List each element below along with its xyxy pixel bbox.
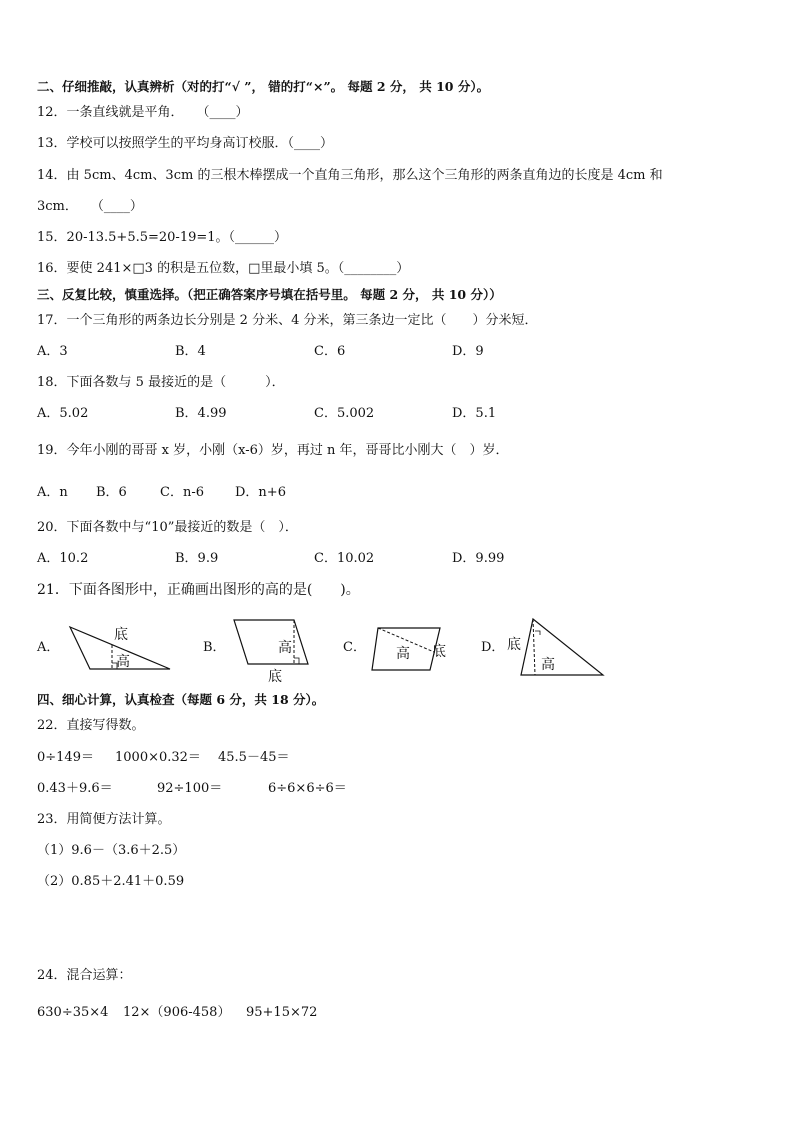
figure-c-label-di: 底 — [432, 644, 446, 660]
q24-item-1: 630÷35×4 — [37, 1005, 109, 1020]
q22-expr-6: 6÷6×6÷6＝ — [268, 781, 347, 796]
question-14-line1: 14．由 5cm、4cm、3cm 的三根木棒摆成一个直角三角形，那么这个三角形的两条直角边的长度是 4cm 和 — [37, 168, 663, 183]
question-20-option-b: B．9.9 — [175, 551, 219, 566]
question-17-stem: 17．一个三角形的两条边长分别是 2 分米、4 分米，第三条边一定比（ ）分米短． — [37, 313, 538, 328]
question-19-option-c: C．n-6 — [160, 485, 204, 500]
question-16: 16．要使 241×□3 的积是五位数，□里最小填 5。（________） — [37, 261, 410, 276]
q22-expr-3: 45.5－45＝ — [218, 750, 290, 765]
figure-d-label-gao: 高 — [541, 657, 555, 673]
question-22-stem: 22．直接写得数。 — [37, 718, 145, 733]
figure-d-triangle — [505, 615, 609, 679]
question-12: 12．一条直线就是平角． （____） — [37, 105, 249, 120]
question-19-option-b: B．6 — [96, 485, 127, 500]
question-18-option-d: D．5.1 — [452, 406, 497, 421]
question-14-line2: 3cm． （____） — [37, 199, 143, 214]
question-19-option-d: D．n+6 — [235, 485, 286, 500]
question-21-option-c: C． — [343, 640, 366, 655]
question-20-option-d: D．9.99 — [452, 551, 505, 566]
figure-b-parallelogram — [228, 614, 314, 686]
question-15: 15．20-13.5+5.5=20-19=1。（______） — [37, 230, 288, 245]
section-2-title: 二、仔细推敲，认真辨析（对的打“√ ”， 错的打“×”。 每题 2 分， 共 10 分）。 — [37, 79, 490, 94]
section-4-title: 四、细心计算，认真检查（每题 6 分，共 18 分）。 — [37, 692, 325, 707]
question-18-option-c: C．5.002 — [314, 406, 375, 421]
figure-b-label-gao: 高 — [278, 640, 292, 656]
figure-b-label-di: 底 — [268, 669, 282, 685]
question-17-option-b: B．4 — [175, 344, 206, 359]
question-19-option-a: A．n — [37, 485, 68, 500]
question-17-option-a: A．3 — [37, 344, 68, 359]
q22-expr-2: 1000×0.32＝ — [115, 750, 201, 765]
q22-expr-1: 0÷149＝ — [37, 750, 94, 765]
q24-item-3: 95+15×72 — [246, 1005, 318, 1020]
question-19-stem: 19．今年小刚的哥哥 x 岁，小刚（x-6）岁，再过 n 年，哥哥比小刚大（ ）岁． — [37, 443, 509, 458]
figure-c-label-gao: 高 — [396, 646, 410, 662]
question-18-stem: 18．下面各数与 5 最接近的是（ ）． — [37, 375, 285, 390]
q22-expr-4: 0.43＋9.6＝ — [37, 781, 113, 796]
section-3-title: 三、反复比较，慎重选择。（把正确答案序号填在括号里。 每题 2 分， 共 10 分）） — [37, 287, 502, 302]
figure-c-parallelogram — [368, 624, 454, 674]
figure-a-label-gao: 高 — [116, 654, 130, 670]
question-21-stem: 21．下面各图形中，正确画出图形的高的是( )。 — [37, 582, 360, 598]
question-18-option-b: B．4.99 — [175, 406, 227, 421]
q23-item-2: （2）0.85＋2.41＋0.59 — [37, 874, 185, 889]
question-20-stem: 20．下面各数中与“10”最接近的数是（ ）． — [37, 520, 298, 535]
question-20-option-a: A．10.2 — [37, 551, 89, 566]
question-18-option-a: A．5.02 — [37, 406, 89, 421]
figure-d-label-di: 底 — [507, 637, 521, 653]
question-13: 13．学校可以按照学生的平均身高订校服．（____） — [37, 136, 334, 151]
question-24-stem: 24．混合运算： — [37, 968, 132, 983]
question-21-option-b: B． — [203, 640, 226, 655]
question-21-option-d: D． — [481, 640, 505, 655]
q24-item-2: 12×（906-458） — [123, 1005, 231, 1020]
question-20-option-c: C．10.02 — [314, 551, 375, 566]
question-23-stem: 23．用简便方法计算。 — [37, 812, 171, 827]
figure-a-label-di: 底 — [114, 627, 128, 643]
figure-a-triangle — [60, 615, 178, 675]
question-17-option-c: C．6 — [314, 344, 346, 359]
question-21-option-a: A． — [37, 640, 60, 655]
q22-expr-5: 92÷100＝ — [157, 781, 223, 796]
q23-item-1: （1）9.6－（3.6＋2.5） — [37, 843, 186, 858]
question-17-option-d: D．9 — [452, 344, 484, 359]
